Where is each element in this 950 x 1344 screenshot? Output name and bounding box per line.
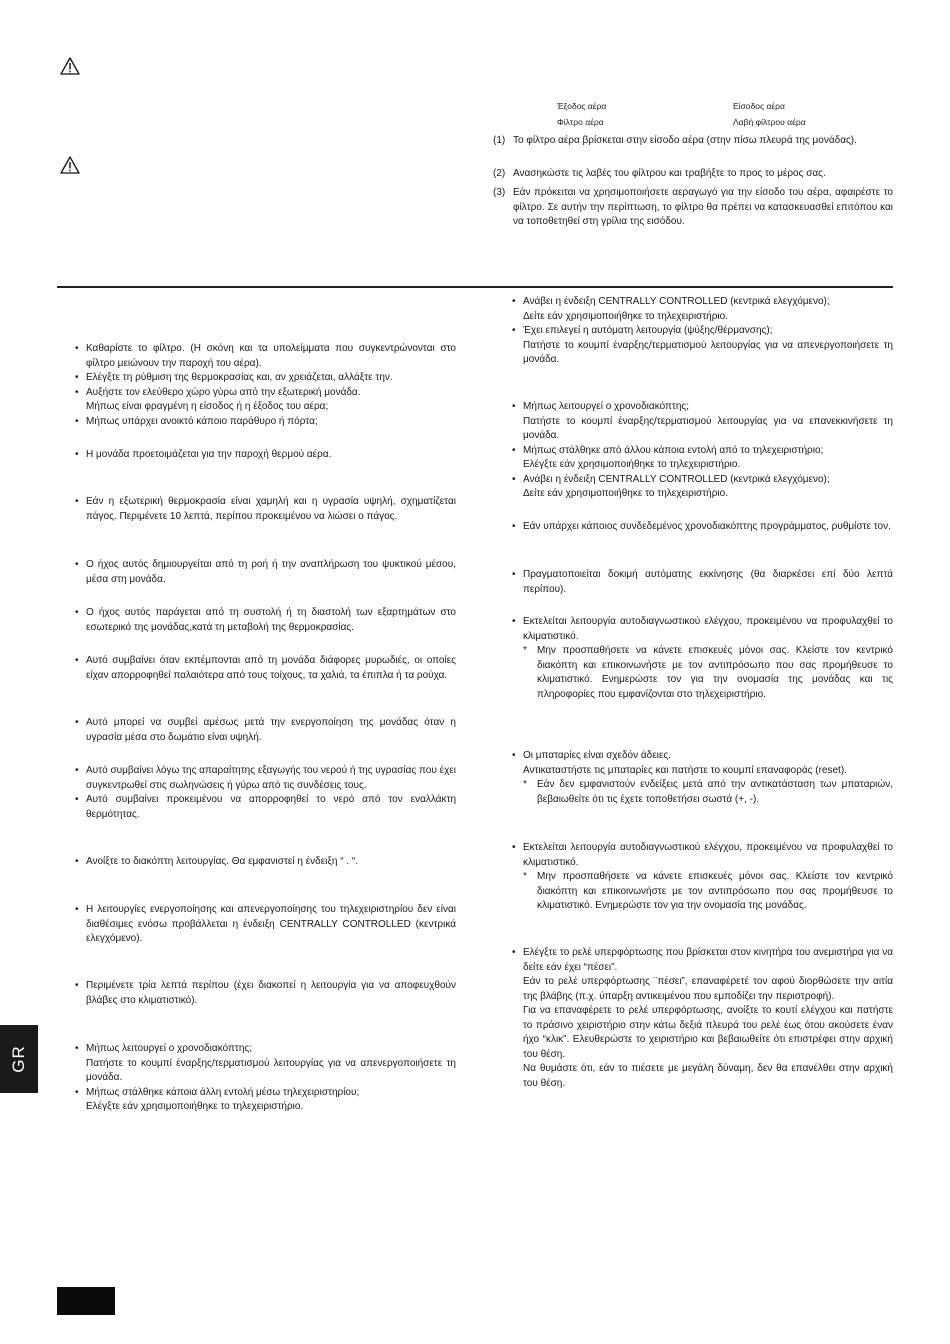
list-item bbox=[512, 841, 893, 870]
bullet: • bbox=[512, 296, 516, 307]
note-item bbox=[512, 870, 893, 914]
troubleshoot-block bbox=[75, 855, 456, 870]
list-item bbox=[75, 979, 456, 1008]
item-continuation: Ελέγξτε εάν χρησιμοποιήθηκε το τηλεχειριστήριο. bbox=[86, 1101, 304, 1112]
item-text: Οι μπαταρίες είναι σχεδόν άδειες. bbox=[523, 750, 671, 761]
item-text: Εκτελείται λειτουργία αυτοδιαγνωστικού ελέγχου, προκειμένου να προφυλαχθεί το κλιματιστικό. bbox=[523, 616, 893, 642]
list-item bbox=[512, 615, 893, 644]
item-continuation: Για να επαναφέρετε το ρελέ υπερφόρτωσης, ανοίξτε το κουτί ελέγχου και πατήστε το πράσινο χειριστήριο στην κάτω δεξιά πλευρά του ρελέ έως ότου ακούσετε έναν ήχο “κλικ”. Ελευθερώστε το χειριστήριο και βεβαιωθείτε ότι επιστρέφει στην αρχική του θέση. bbox=[523, 1005, 893, 1060]
list-item bbox=[512, 749, 893, 764]
filter-step bbox=[493, 134, 893, 149]
step-text: Εάν πρόκειται να χρησιμοποιήσετε αεραγωγό για την είσοδο του αέρα, αφαιρέστε το φίλτρο. Σε αυτήν την περίπτωση, το φίλτρο θα πρέπει να κατασκευασθεί επιτόπου και να τοποθετηθεί στη γρίλια της εισόδου. bbox=[513, 187, 893, 227]
item-continuation: Πατήστε το κουμπί έναρξης/τερματισμού λειτουργίας για να απενεργοποιήσετε τη μονάδα. bbox=[523, 339, 893, 365]
troubleshoot-block bbox=[75, 979, 456, 1008]
step-number: (2) bbox=[493, 168, 506, 179]
filter-step bbox=[493, 186, 893, 230]
bullet: • bbox=[512, 473, 516, 485]
item-text: Ο ήχος αυτός δημιουργείται από τη ροή ή την αναπλήρωση του ψυκτικού μέσου, μέσα στη μονάδα. bbox=[86, 559, 456, 585]
list-item bbox=[75, 764, 456, 793]
bullet: • bbox=[75, 794, 79, 805]
warning-triangle-icon bbox=[60, 156, 80, 174]
item-continuation: Ελέγξτε εάν χρησιμοποιήθηκε το τηλεχειριστήριο. bbox=[523, 459, 741, 470]
troubleshoot-block bbox=[75, 448, 456, 463]
note-item bbox=[512, 644, 893, 702]
bullet: • bbox=[75, 559, 79, 570]
list-item bbox=[75, 495, 456, 524]
language-code: GR bbox=[9, 1045, 28, 1073]
list-item bbox=[512, 295, 893, 310]
note-asterisk: * bbox=[523, 779, 527, 790]
item-continuation: Πατήστε το κουμπί έναρξης/τερματισμού λειτουργίας για να επανεκκινήσετε τη μονάδα. bbox=[523, 415, 893, 441]
troubleshoot-block bbox=[512, 295, 893, 368]
bullet: • bbox=[75, 386, 79, 398]
bullet: • bbox=[75, 856, 79, 867]
list-item bbox=[75, 448, 456, 463]
bullet: • bbox=[75, 655, 79, 666]
item-text: Αυτό συμβαίνει όταν εκπέμπονται από τη μονάδα διάφορες μυρωδιές, οι οποίες είχαν απορροφηθεί παλαιότερα από τους τοίχους, τα χαλιά, τα έπιπλα ή τα ρούχα. bbox=[86, 655, 456, 681]
item-text: Πραγματοποιείται δοκιμή αυτόματης εκκίνησης (θα διαρκέσει επί δύο λεπτά περίπου). bbox=[523, 569, 893, 595]
item-text: Εκτελείται λειτουργία αυτοδιαγνωστικού ελέγχου, προκειμένου να προφυλαχθεί το κλιματιστικό. bbox=[523, 842, 893, 868]
note-text: Εάν δεν εμφανιστούν ενδείξεις μετά από την αντικατάσταση των μπαταριών, βεβαιωθείτε ότι τις έχετε τοποθετήσει σωστά (+, -). bbox=[537, 779, 893, 805]
troubleshoot-block bbox=[512, 749, 893, 807]
item-text: Ανάβει η ένδειξη CENTRALLY CONTROLLED (κεντρικά ελεγχόμενο); bbox=[523, 473, 830, 485]
list-item bbox=[512, 473, 893, 488]
list-item bbox=[75, 415, 456, 430]
step-number: (3) bbox=[493, 187, 506, 198]
note-item bbox=[512, 778, 893, 807]
item-text: Ελέγξτε τη ρύθμιση της θερμοκρασίας και, αν χρειάζεται, αλλάξτε την. bbox=[86, 372, 393, 383]
troubleshoot-block bbox=[75, 606, 456, 635]
bullet: • bbox=[75, 496, 79, 507]
list-item bbox=[75, 793, 456, 822]
item-text: Μήπως λειτουργεί ο χρονοδιακόπτης; bbox=[86, 1043, 252, 1054]
list-item bbox=[512, 400, 893, 415]
item-text: Περιμένετε τρία λεπτά περίπου (έχει διακοπεί η λειτουργία για να αποφευχθούν βλάβες στο κλιματιστικό). bbox=[86, 980, 456, 1006]
troubleshoot-block bbox=[75, 558, 456, 587]
item-text: Εάν υπάρχει κάποιος συνδεδεμένος χρονοδιακόπτης προγράμματος, ρυθμίστε τον. bbox=[523, 521, 891, 532]
troubleshoot-block bbox=[512, 568, 893, 597]
bullet: • bbox=[75, 607, 79, 618]
page-number-box bbox=[57, 1287, 115, 1315]
list-item bbox=[75, 386, 456, 401]
troubleshoot-block bbox=[512, 400, 893, 502]
list-item bbox=[512, 444, 893, 459]
list-item bbox=[75, 371, 456, 386]
list-item bbox=[512, 568, 893, 597]
item-text: Μήπως λειτουργεί ο χρονοδιακόπτης; bbox=[523, 401, 689, 412]
bullet: • bbox=[75, 904, 79, 915]
list-item bbox=[75, 903, 456, 947]
item-continuation: Δείτε εάν χρησιμοποιήθηκε το τηλεχειριστήριο. bbox=[523, 488, 728, 499]
item-text: Μήπως στάλθηκε από άλλου κάποια εντολή από το τηλεχειριστήριο; bbox=[523, 444, 824, 456]
figure-label-filter-handle: Λαβή φίλτρου αέρα bbox=[733, 117, 806, 127]
figure-label-air-filter: Φίλτρο αέρα bbox=[557, 117, 604, 127]
item-text: Η μονάδα προετοιμάζεται για την παροχή θερμού αέρα. bbox=[86, 449, 332, 460]
item-text: Η λειτουργίες ενεργοποίησης και απενεργοποίησης του τηλεχειριστηρίου δεν είναι διαθέσιμες ενόσω προβάλλεται η ένδειξη CENTRALLY CONTROLLED (κεντρικά ελεγχόμενο). bbox=[86, 904, 456, 944]
step-text: Ανασηκώστε τις λαβές του φίλτρου και τραβήξτε το προς το μέρος σας. bbox=[513, 168, 826, 179]
note-text: Μην προσπαθήσετε να κάνετε επισκευές μόνοι σας. Κλείστε τον κεντρικό διακόπτη και επικοινωνήστε με τον αντιπρόσωπο που σας προμήθευσε το κλιματιστικό. Ενημερώστε τον για την ονομασία της μονάδας και τις πληροφορίες που εμφανίζονται στο τηλεχειριστήριο. bbox=[537, 645, 893, 700]
step-number: (1) bbox=[493, 135, 506, 146]
item-text: Μήπως στάλθηκε κάποια άλλη εντολή μέσω τηλεχειριστηρίου; bbox=[86, 1086, 360, 1098]
list-item bbox=[512, 324, 893, 339]
warning-triangle-icon bbox=[60, 57, 80, 75]
language-tab bbox=[0, 1025, 38, 1093]
bullet: • bbox=[75, 1086, 79, 1098]
note-asterisk: * bbox=[523, 871, 527, 882]
list-item bbox=[75, 342, 456, 371]
troubleshoot-block bbox=[512, 615, 893, 702]
item-text: Έχει επιλεγεί η αυτόματη λειτουργία (ψύξης/θέρμανσης); bbox=[523, 325, 773, 336]
bullet: • bbox=[75, 372, 79, 383]
list-item bbox=[75, 1086, 456, 1101]
bullet: • bbox=[512, 842, 516, 853]
item-text: Αυξήστε τον ελεύθερο χώρο γύρω από την εξωτερική μονάδα. bbox=[86, 386, 361, 398]
step-text: Το φίλτρο αέρα βρίσκεται στην είσοδο αέρα (στην πίσω πλευρά της μονάδας). bbox=[513, 135, 857, 146]
bullet: • bbox=[512, 569, 516, 580]
troubleshoot-block bbox=[75, 716, 456, 745]
list-item bbox=[75, 654, 456, 683]
troubleshoot-block bbox=[512, 946, 893, 1091]
item-continuation: Να θυμάστε ότι, εάν το πιέσετε με μεγάλη δύναμη, δεν θα επανέλθει στην αρχική του θέση. bbox=[523, 1063, 893, 1089]
list-item bbox=[75, 1042, 456, 1057]
list-item bbox=[512, 946, 893, 975]
item-continuation: Δείτε εάν χρησιμοποιήθηκε το τηλεχειριστήριο. bbox=[523, 310, 728, 322]
item-continuation: Αντικαταστήστε τις μπαταρίες και πατήστε το κουμπί επαναφοράς (reset). bbox=[523, 764, 847, 776]
list-item bbox=[75, 855, 456, 870]
troubleshoot-block bbox=[75, 903, 456, 947]
item-text: Αυτό συμβαίνει προκειμένου να απορροφηθεί το νερό από τον εναλλάκτη θερμότητας. bbox=[86, 794, 456, 820]
list-item bbox=[75, 606, 456, 635]
bullet: • bbox=[75, 415, 79, 427]
bullet: • bbox=[75, 717, 79, 728]
troubleshoot-block bbox=[512, 520, 893, 535]
list-item bbox=[512, 520, 893, 535]
item-text: Αυτό συμβαίνει λόγω της απαραίτητης εξαγωγής του νερού ή της υγρασίας που έχει συγκεντρωθεί στις σωληνώσεις ή γύρω από τις συνδέσεις τους. bbox=[86, 765, 456, 791]
figure-label-air-outlet: Έξοδος αέρα bbox=[557, 101, 607, 111]
note-text: Μην προσπαθήσετε να κάνετε επισκευές μόνοι σας. Κλείστε τον κεντρικό διακόπτη και επικοινωνήστε με τον αντιπρόσωπο που σας προμήθευσε το κλιματιστικό. Ενημερώστε τον για την ονομασία της μονάδας. bbox=[537, 871, 893, 911]
item-text: Καθαρίστε το φίλτρο. (Η σκόνη και τα υπολείμματα που συγκεντρώνονται στο φίλτρο μειώνουν την παροχή του αέρα). bbox=[86, 343, 456, 369]
bullet: • bbox=[75, 1043, 79, 1054]
troubleshoot-block bbox=[75, 1042, 456, 1115]
item-text: Εάν η εξωτερική θερμοκρασία είναι χαμηλή και η υγρασία υψηλή, σχηματίζεται πάγος. Περιμένετε 10 λεπτά, περίπου προκειμένου να λιώσει ο πάγος. bbox=[86, 496, 456, 522]
bullet: • bbox=[75, 449, 79, 460]
bullet: • bbox=[512, 750, 516, 761]
troubleshoot-block bbox=[512, 841, 893, 914]
note-asterisk: * bbox=[523, 645, 527, 656]
bullet: • bbox=[512, 444, 516, 456]
troubleshoot-block bbox=[75, 342, 456, 429]
item-text: Αυτό μπορεί να συμβεί αμέσως μετά την ενεργοποίηση της μονάδας όταν η υγρασία μέσα στο δωμάτιο είναι υψηλή. bbox=[86, 717, 456, 743]
troubleshoot-block bbox=[75, 495, 456, 524]
item-continuation: Μήπως είναι φραγμένη η είσοδος ή η έξοδος του αέρα; bbox=[86, 401, 329, 412]
item-text: Μήπως υπάρχει ανοικτό κάποιο παράθυρο ή πόρτα; bbox=[86, 415, 318, 427]
figure-label-air-inlet: Είσοδος αέρα bbox=[733, 101, 785, 111]
bullet: • bbox=[512, 325, 516, 336]
bullet: • bbox=[75, 980, 79, 991]
bullet: • bbox=[75, 765, 79, 776]
filter-step bbox=[493, 167, 893, 182]
section-divider bbox=[57, 286, 893, 288]
bullet: • bbox=[512, 401, 516, 412]
list-item bbox=[75, 558, 456, 587]
item-text: Ο ήχος αυτός παράγεται από τη συστολή ή τη διαστολή των εξαρτημάτων στο εσωτερικό της μονάδας,κατά τη μεταβολή της θερμοκρασίας. bbox=[86, 607, 456, 633]
bullet: • bbox=[512, 947, 516, 958]
bullet: • bbox=[512, 616, 516, 627]
item-text: Ανάβει η ένδειξη CENTRALLY CONTROLLED (κεντρικά ελεγχόμενο); bbox=[523, 296, 830, 307]
list-item bbox=[75, 716, 456, 745]
bullet: • bbox=[512, 521, 516, 532]
troubleshoot-block bbox=[75, 654, 456, 683]
item-continuation: Εάν το ρελέ υπερφόρτωσης ¨πέσει”, επαναφέρετέ τον αφού διορθώσετε την αιτία της βλάβης (π.χ. ύπαρξη αντικειμένου που εμποδίζει την περιστροφή). bbox=[523, 976, 893, 1002]
bullet: • bbox=[75, 343, 79, 354]
item-text: Ελέγξτε το ρελέ υπερφόρτωσης που βρίσκεται στον κινητήρα του ανεμιστήρα για να δείτε εάν έχει “πέσει”. bbox=[523, 947, 893, 973]
item-text: Ανοίξτε το διακόπτη λειτουργίας. Θα εμφανιστεί η ένδειξη “ . “. bbox=[86, 856, 358, 867]
item-continuation: Πατήστε το κουμπί έναρξης/τερματισμού λειτουργίας για να απενεργοποιήσετε τη μονάδα. bbox=[86, 1057, 456, 1083]
troubleshoot-block bbox=[75, 764, 456, 822]
